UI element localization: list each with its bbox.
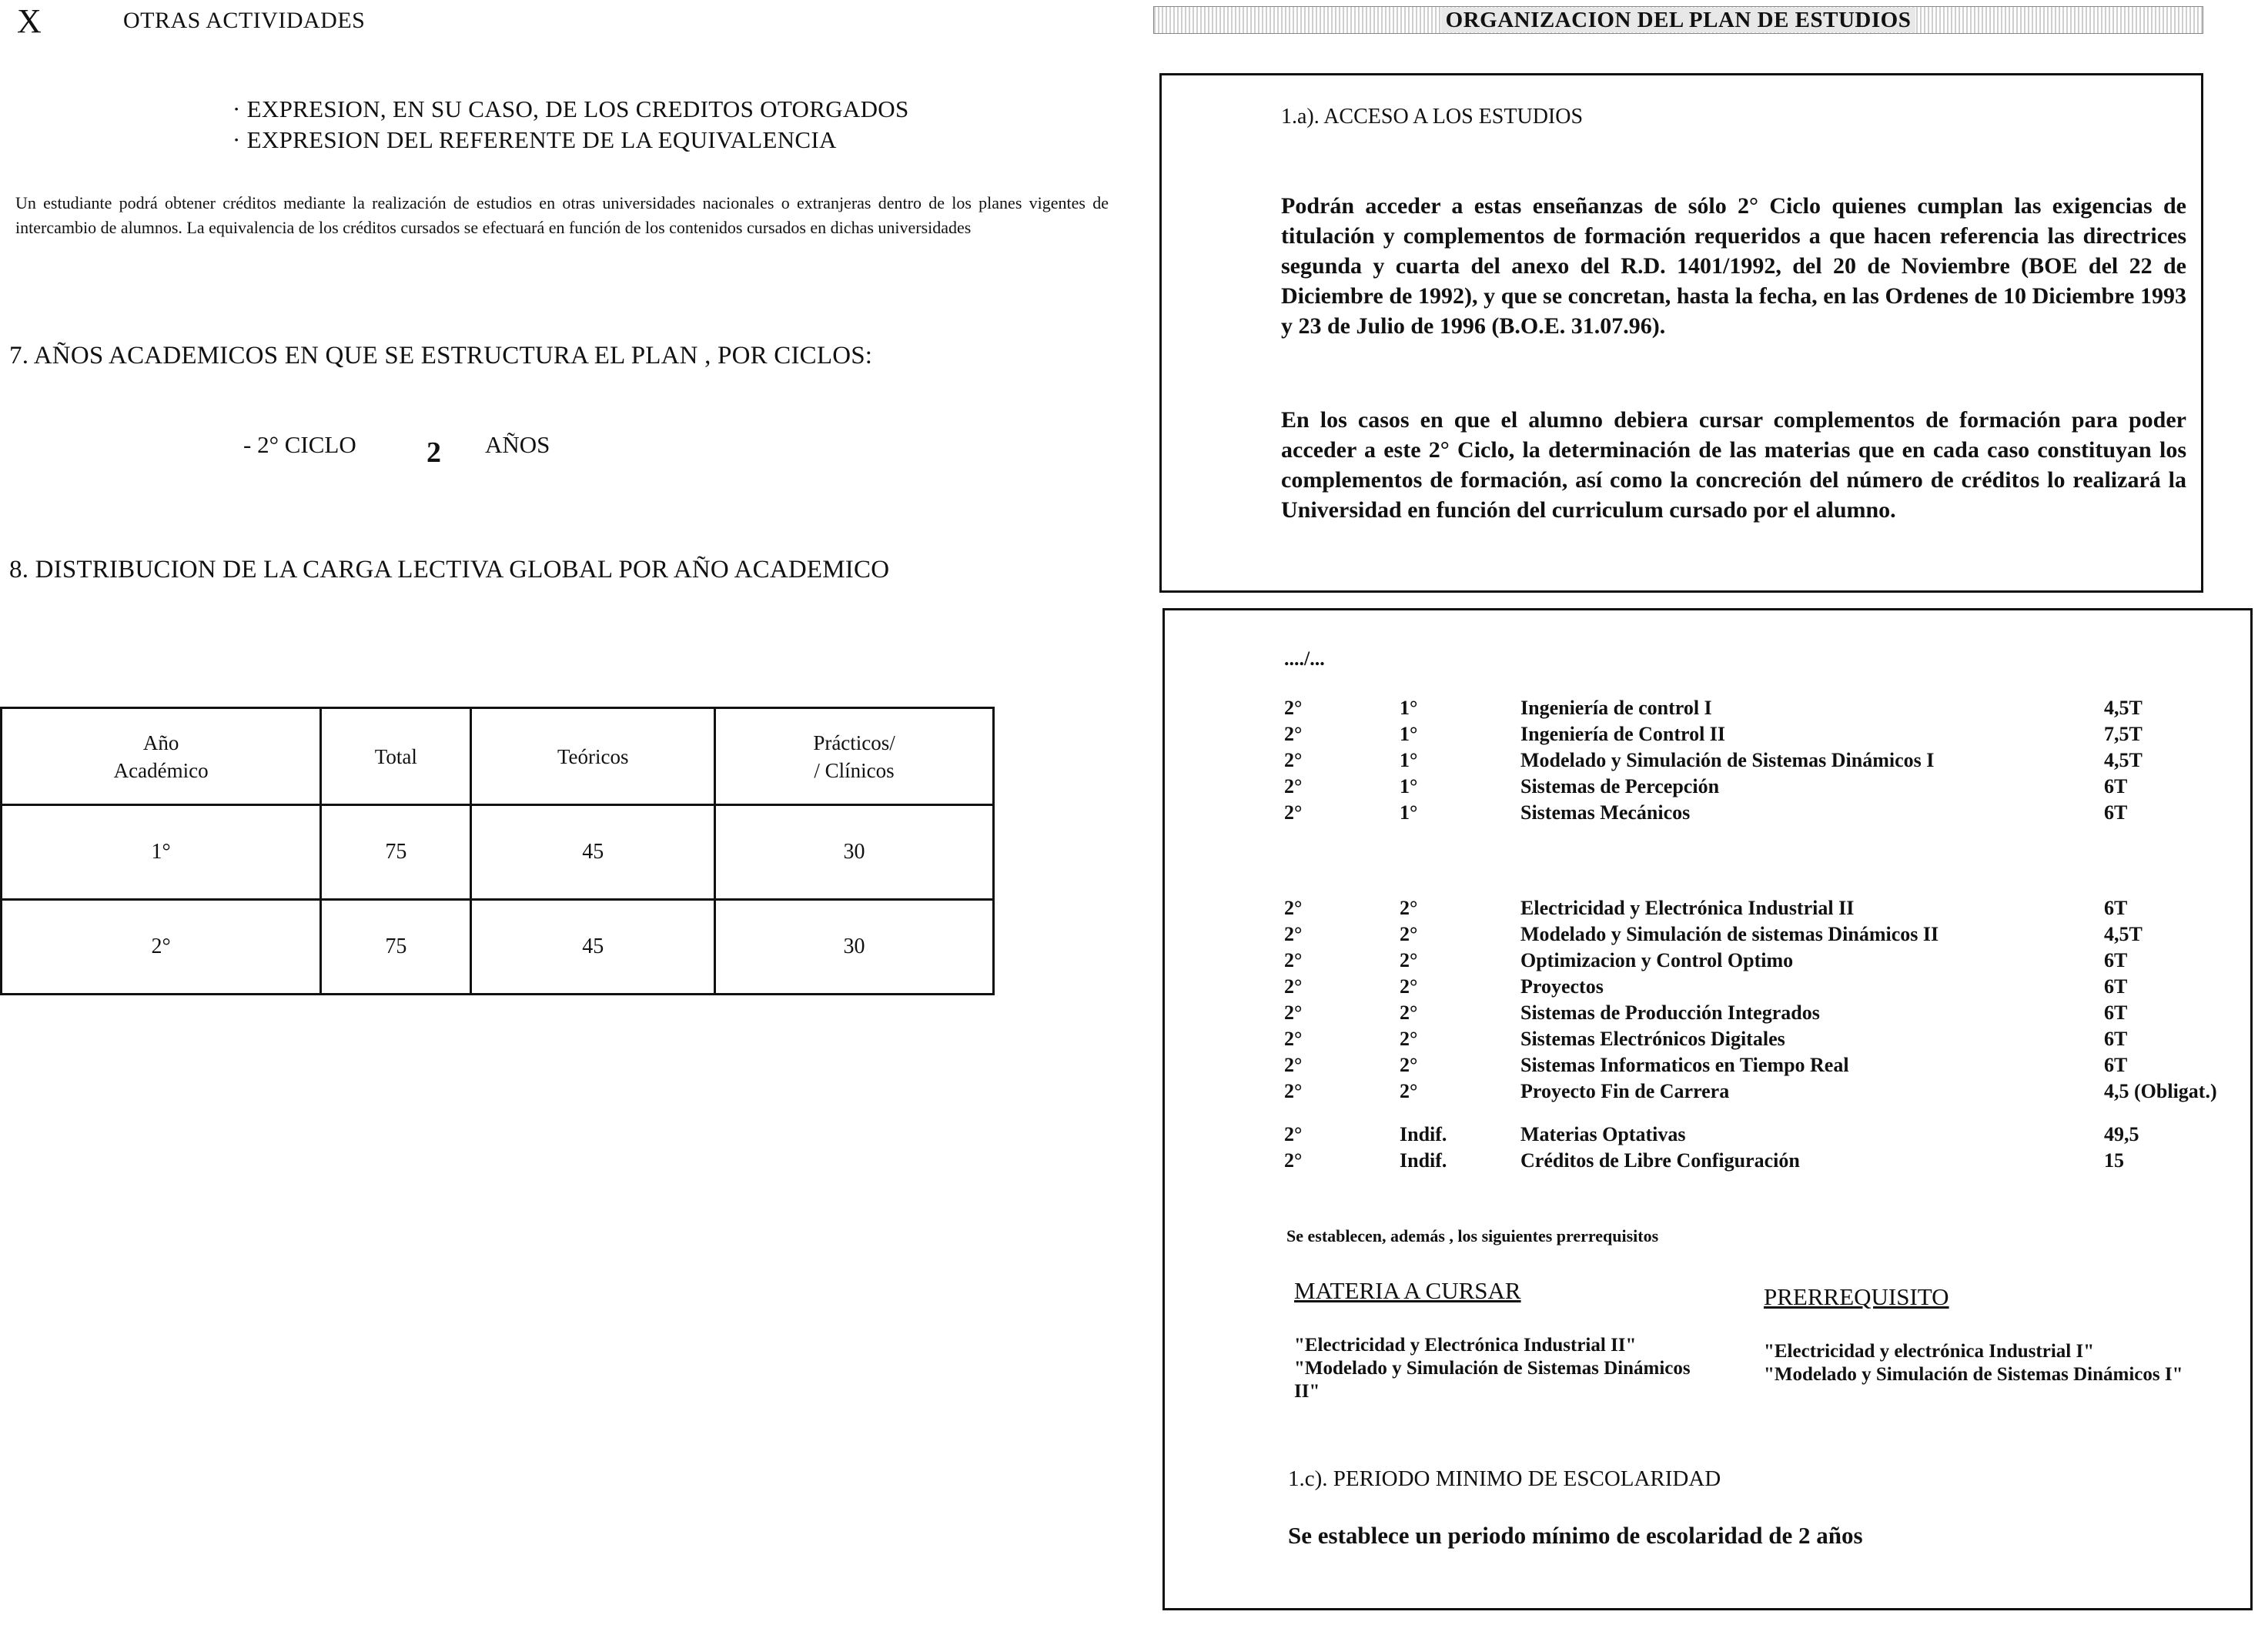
- subject-credits: 7,5T: [2104, 723, 2143, 745]
- subject-ciclo: 2°: [1284, 775, 1303, 797]
- table-row: [2, 900, 994, 995]
- prereq-intro: Se establecen, además , los siguientes prerrequisitos: [1286, 1226, 1659, 1245]
- subject-name: Ingeniería de Control II: [1520, 723, 1726, 745]
- col-header-teoricos: Teóricos: [471, 708, 715, 805]
- subject-name: Sistemas Mecánicos: [1520, 801, 1691, 824]
- acceso-paragraph-1: Podrán acceder a estas enseñanzas de sólo 2° Ciclo quienes cumplan las exigencias de titulación y complementos de formación requeridos a que hacen referencia las directrices segunda y cuarta del anexo del R.D. 1401/1992, del 20 de Noviembre (BOE del 22 de Diciembre de 1992), y que se concretan, hasta la fecha, en las Ordenes de 10 Diciembre 1993 y 23 de Julio de 1996 (B.O.E. 31.07.96).: [1281, 193, 2186, 339]
- heading-anos-academicos: 7. AÑOS ACADEMICOS EN QUE SE ESTRUCTURA EL PLAN , POR CICLOS:: [9, 342, 873, 369]
- subject-ciclo: 2°: [1284, 1123, 1303, 1145]
- subject-row: [1165, 948, 2243, 974]
- table-cell: 30: [715, 900, 994, 995]
- prerrequisito-item: "Electricidad y electrónica Industrial I": [1764, 1341, 2095, 1362]
- subject-credits: 6T: [2104, 801, 2128, 824]
- subject-credits: 6T: [2104, 1028, 2128, 1050]
- continuation-mark: ..../...: [1284, 647, 1325, 670]
- ciclo-line: [243, 431, 550, 469]
- subject-curso: 2°: [1400, 1054, 1418, 1076]
- subject-row: [1165, 1148, 2243, 1174]
- acceso-box: [1159, 73, 2203, 593]
- table-cell: 45: [471, 805, 715, 900]
- subject-ciclo: 2°: [1284, 749, 1303, 771]
- subject-curso: 1°: [1400, 801, 1418, 824]
- subject-name: Modelado y Simulación de Sistemas Dinámicos I: [1520, 749, 1935, 771]
- subject-row: [1165, 774, 2243, 800]
- subject-ciclo: 2°: [1284, 697, 1303, 719]
- table-cell: 2°: [2, 900, 321, 995]
- subject-credits: 4,5T: [2104, 697, 2143, 719]
- subject-curso: 2°: [1400, 1028, 1418, 1050]
- subject-row: [1165, 800, 2243, 826]
- subject-ciclo: 2°: [1284, 949, 1303, 971]
- table-cell: 75: [321, 805, 471, 900]
- subject-credits: 15: [2104, 1149, 2124, 1172]
- subject-ciclo: 2°: [1284, 723, 1303, 745]
- subject-curso: Indif.: [1400, 1149, 1447, 1172]
- subject-row: [1165, 895, 2243, 921]
- subject-name: Proyectos: [1520, 975, 1604, 998]
- ciclo-label: - 2° CICLO: [243, 431, 356, 458]
- section-number: X: [17, 2, 42, 40]
- subject-ciclo: 2°: [1284, 1028, 1303, 1050]
- subject-row: [1165, 1026, 2243, 1052]
- subject-credits: 6T: [2104, 949, 2128, 971]
- section-title: OTRAS ACTIVIDADES: [123, 8, 366, 33]
- subject-row: [1165, 1122, 2243, 1148]
- subject-curso: 2°: [1400, 1001, 1418, 1024]
- subject-name: Proyecto Fin de Carrera: [1520, 1080, 1730, 1102]
- subject-row: [1165, 721, 2243, 747]
- subject-name: Modelado y Simulación de sistemas Dinámicos II: [1520, 923, 1939, 945]
- col-header-practicos: Prácticos/ / Clínicos: [715, 708, 994, 805]
- subject-name: Electricidad y Electrónica Industrial II: [1520, 897, 1855, 919]
- table-cell: 30: [715, 805, 994, 900]
- subject-curso: 2°: [1400, 923, 1418, 945]
- subject-row: [1165, 1052, 2243, 1078]
- subject-ciclo: 2°: [1284, 801, 1303, 824]
- acceso-paragraph-2: En los casos en que el alumno debiera cursar complementos de formación para poder acceder a este 2° Ciclo, la determinación de las materias que en cada caso constituyan los complementos de formación, así como la concreción del número de créditos lo realizará la Universidad en función del curriculum cursado por el alumno.: [1281, 407, 2186, 523]
- bullet-equivalencia: · EXPRESION DEL REFERENTE DE LA EQUIVALENCIA: [232, 126, 837, 153]
- table-header-row: [2, 708, 994, 805]
- subject-credits: 6T: [2104, 1001, 2128, 1024]
- subject-ciclo: 2°: [1284, 975, 1303, 998]
- subject-row: [1165, 747, 2243, 774]
- subject-name: Sistemas Informaticos en Tiempo Real: [1520, 1054, 1849, 1076]
- periodo-minimo-text: Se establece un periodo mínimo de escolaridad de 2 años: [1288, 1522, 1863, 1549]
- subject-credits: 6T: [2104, 775, 2128, 797]
- subject-curso: 2°: [1400, 975, 1418, 998]
- table-cell: 75: [321, 900, 471, 995]
- subject-credits: 6T: [2104, 975, 2128, 998]
- table-cell: 45: [471, 900, 715, 995]
- subject-curso: Indif.: [1400, 1123, 1447, 1145]
- subject-ciclo: 2°: [1284, 923, 1303, 945]
- table-cell: 1°: [2, 805, 321, 900]
- subject-curso: 2°: [1400, 1080, 1418, 1102]
- subject-curso: 1°: [1400, 775, 1418, 797]
- subject-credits: 49,5: [2104, 1123, 2139, 1145]
- subject-ciclo: 2°: [1284, 897, 1303, 919]
- subject-credits: 4,5T: [2104, 749, 2143, 771]
- periodo-minimo-title: 1.c). PERIODO MINIMO DE ESCOLARIDAD: [1288, 1466, 1721, 1491]
- subject-curso: 2°: [1400, 949, 1418, 971]
- subject-curso: 1°: [1400, 749, 1418, 771]
- subject-row: [1165, 1078, 2243, 1105]
- subject-curso: 1°: [1400, 723, 1418, 745]
- acceso-title: 1.a). ACCESO A LOS ESTUDIOS: [1281, 105, 1584, 129]
- right-page-title-text: ORGANIZACION DEL PLAN DE ESTUDIOS: [1441, 8, 1916, 32]
- subject-row: [1165, 921, 2243, 948]
- table-row: [2, 805, 994, 900]
- materia-item: "Modelado y Simulación de Sistemas Dinámicos II": [1294, 1358, 1691, 1402]
- materia-column-header: MATERIA A CURSAR: [1294, 1277, 1521, 1304]
- prerrequisito-column-header: PRERREQUISITO: [1764, 1283, 1949, 1310]
- subject-ciclo: 2°: [1284, 1001, 1303, 1024]
- subject-credits: 4,5T: [2104, 923, 2143, 945]
- subject-credits: 6T: [2104, 897, 2128, 919]
- prerrequisito-item: "Modelado y Simulación de Sistemas Dinámicos I": [1764, 1364, 2183, 1385]
- subject-credits: 4,5 (Obligat.): [2104, 1080, 2217, 1102]
- materia-item: "Electricidad y Electrónica Industrial II": [1294, 1335, 1637, 1356]
- heading-carga-lectiva: 8. DISTRIBUCION DE LA CARGA LECTIVA GLOBAL POR AÑO ACADEMICO: [9, 556, 890, 583]
- ciclo-unit: AÑOS: [485, 431, 550, 458]
- subject-name: Sistemas de Percepción: [1520, 775, 1720, 797]
- intercambio-paragraph: Un estudiante podrá obtener créditos mediante la realización de estudios en otras universidades nacionales o extranjeras dentro de los planes vigentes de intercambio de alumnos. La equivalencia de los créditos cursados se efectuará en función de los contenidos cursados en dichas universidades: [15, 193, 1109, 237]
- subject-name: Materias Optativas: [1520, 1123, 1686, 1145]
- col-header-total: Total: [321, 708, 471, 805]
- right-page-title: [1153, 6, 2203, 34]
- subject-name: Sistemas de Producción Integrados: [1520, 1001, 1820, 1024]
- subject-ciclo: 2°: [1284, 1080, 1303, 1102]
- carga-lectiva-table: [0, 707, 995, 995]
- subject-curso: 1°: [1400, 697, 1418, 719]
- ciclo-value: 2: [427, 436, 441, 469]
- subject-name: Ingeniería de control I: [1520, 697, 1712, 719]
- subject-name: Optimizacion y Control Optimo: [1520, 949, 1794, 971]
- subject-ciclo: 2°: [1284, 1054, 1303, 1076]
- subject-row: [1165, 974, 2243, 1000]
- subject-credits: 6T: [2104, 1054, 2128, 1076]
- subject-ciclo: 2°: [1284, 1149, 1303, 1172]
- bullet-creditos: · EXPRESION, EN SU CASO, DE LOS CREDITOS OTORGADOS: [232, 95, 909, 122]
- subject-row: [1165, 1000, 2243, 1026]
- subject-name: Sistemas Electrónicos Digitales: [1520, 1028, 1785, 1050]
- subject-row: [1165, 695, 2243, 721]
- col-header-ano: Año Académico: [2, 708, 321, 805]
- subject-name: Créditos de Libre Configuración: [1520, 1149, 1800, 1172]
- subjects-box: [1162, 608, 2253, 1610]
- subject-curso: 2°: [1400, 897, 1418, 919]
